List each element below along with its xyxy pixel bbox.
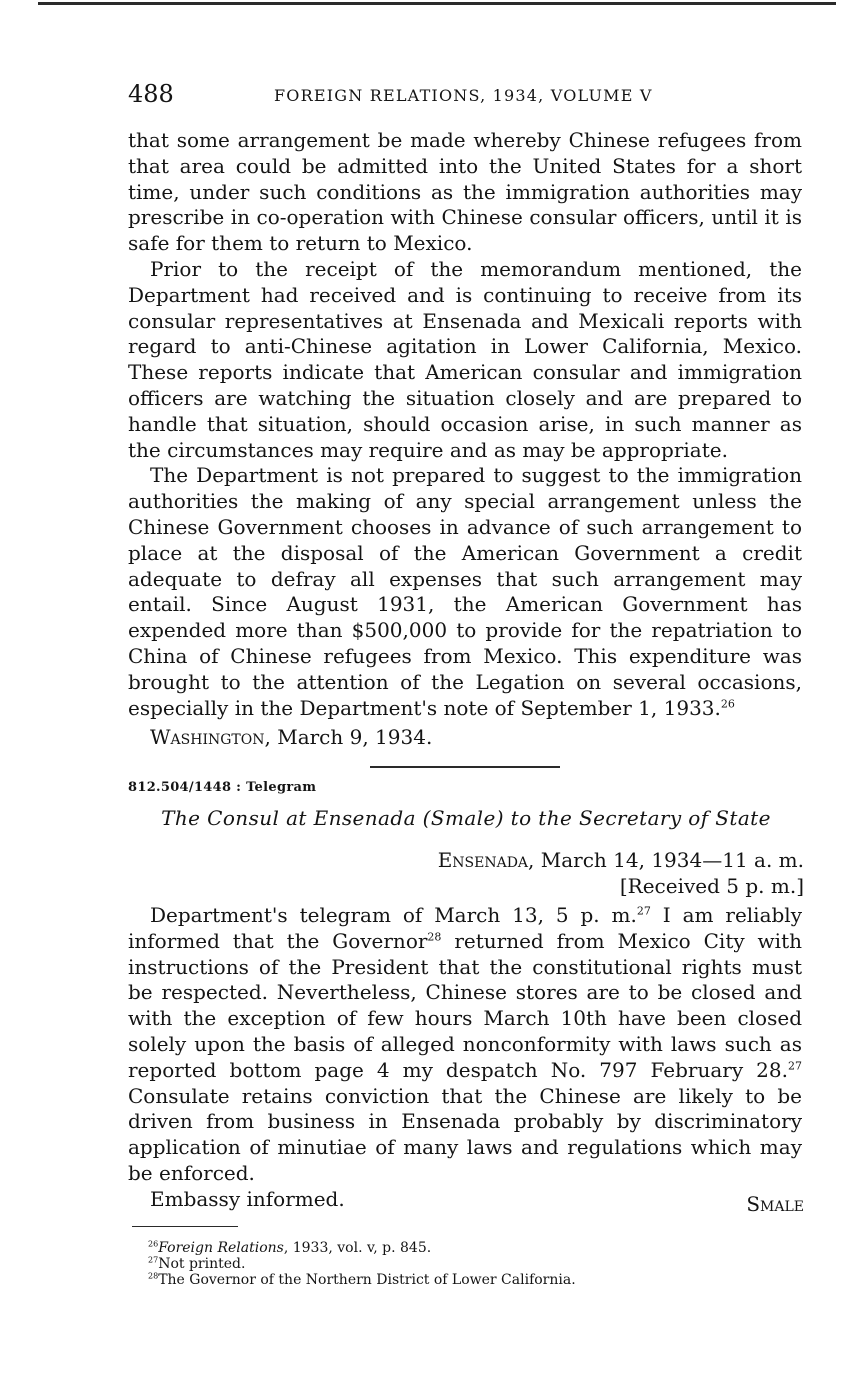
footnote-26 <box>148 1240 576 1256</box>
footnote-divider <box>132 1226 238 1227</box>
footnote-text: The Governor of the Northern District of Lower California. <box>158 1272 576 1288</box>
memo-paragraph-1: that some arrangement be made whereby Chinese refugees from that area could be admitted into the United States for a short time, under such conditions as the immigration authorities may prescribe in co-operation with Chinese consular officers, until it is safe for them to return to Mexico. <box>128 128 802 256</box>
footnote-italic: Foreign Relations <box>158 1240 284 1256</box>
memo-paragraph-3-text: The Department is not prepared to suggest to the immigration authorities the making of any special arrangement unless the Chinese Government chooses in advance of such arrangement to place at the disposal of the American Government a credit adequate to defray all expenses that such arrangement may entail. Since August 1931, the American Government has expended more than $500,000 to provide for the repatriation to China of Chinese refugees from Mexico. This expenditure was brought to the attention of the Legation on several occasions, especially in the Department's note of September 1, 1933. <box>128 463 802 720</box>
memo-paragraph-3 <box>128 463 802 721</box>
memo-place-date <box>128 725 802 751</box>
memorandum-text <box>128 128 802 751</box>
document-title: The Consul at Ensenada (Smale) to the Secretary of State <box>161 806 771 830</box>
telegram-text-b: I am reliably informed that the Governor <box>128 903 802 953</box>
page-header <box>128 80 804 114</box>
footnote-ref-27a: 27 <box>636 904 651 918</box>
telegram-text <box>128 903 802 1213</box>
footnote-mark: 26 <box>148 1239 159 1249</box>
received-note: [Received 5 p. m.] <box>619 874 804 898</box>
memo-paragraph-2: Prior to the receipt of the memorandum mentioned, the Department had received and is continuing to receive from its consular representatives at Ensenada and Mexicali reports with regard to anti-Chinese agitation in Lower California, Mexico. These reports indicate that American consular and immigration officers are watching the situation closely and are prepared to handle that situation, should occasion arise, in such manner as the circumstances may require and as may be appropriate. <box>128 256 802 462</box>
footnote-mark: 28 <box>148 1271 159 1281</box>
file-reference: 812.504/1448 : Telegram <box>128 780 317 795</box>
telegram-closing: Embassy informed. <box>150 1186 345 1211</box>
footnote-28 <box>148 1272 576 1288</box>
footnote-ref-28: 28 <box>427 930 442 944</box>
telegram-place: Ensenada <box>437 848 529 872</box>
memo-date: , March 9, 1934. <box>264 725 433 750</box>
telegram-text-a: Department's telegram of March 13, 5 p. m. <box>150 903 637 927</box>
footnote-ref-27b: 27 <box>788 1059 802 1073</box>
page-number: 488 <box>128 80 174 108</box>
footnote-text: Not printed. <box>158 1256 246 1272</box>
memo-place: Washington <box>150 725 265 750</box>
top-border-rule <box>38 2 836 5</box>
footnote-text: , 1933, vol. v, p. 845. <box>283 1240 432 1256</box>
footnote-27 <box>148 1256 576 1272</box>
telegram-date: , March 14, 1934—11 a. m. <box>528 848 804 872</box>
footnote-ref-26: 26 <box>720 696 735 710</box>
section-divider <box>370 766 560 768</box>
telegram-dateline <box>438 848 804 872</box>
footnotes <box>148 1240 576 1288</box>
telegram-text-d: Consulate retains conviction that the Chinese are likely to be driven from business in Ensenada probably by discriminatory application of minutiae of many laws and regulations which may be enforced. <box>128 1083 802 1185</box>
footnote-mark: 27 <box>148 1255 159 1265</box>
running-head: FOREIGN RELATIONS, 1934, VOLUME V <box>274 86 653 105</box>
telegram-text-c: returned from Mexico City with instructions of the President that the constitutional rights must be respected. Nevertheless, Chinese stores are to be closed and with the exception of few hours March 10th have been closed solely upon the basis of alleged nonconformity with laws such as reported bottom page 4 my despatch No. 797 February 28. <box>128 928 802 1082</box>
signature: Smale <box>746 1192 804 1216</box>
telegram-paragraph-1 <box>128 903 802 1187</box>
